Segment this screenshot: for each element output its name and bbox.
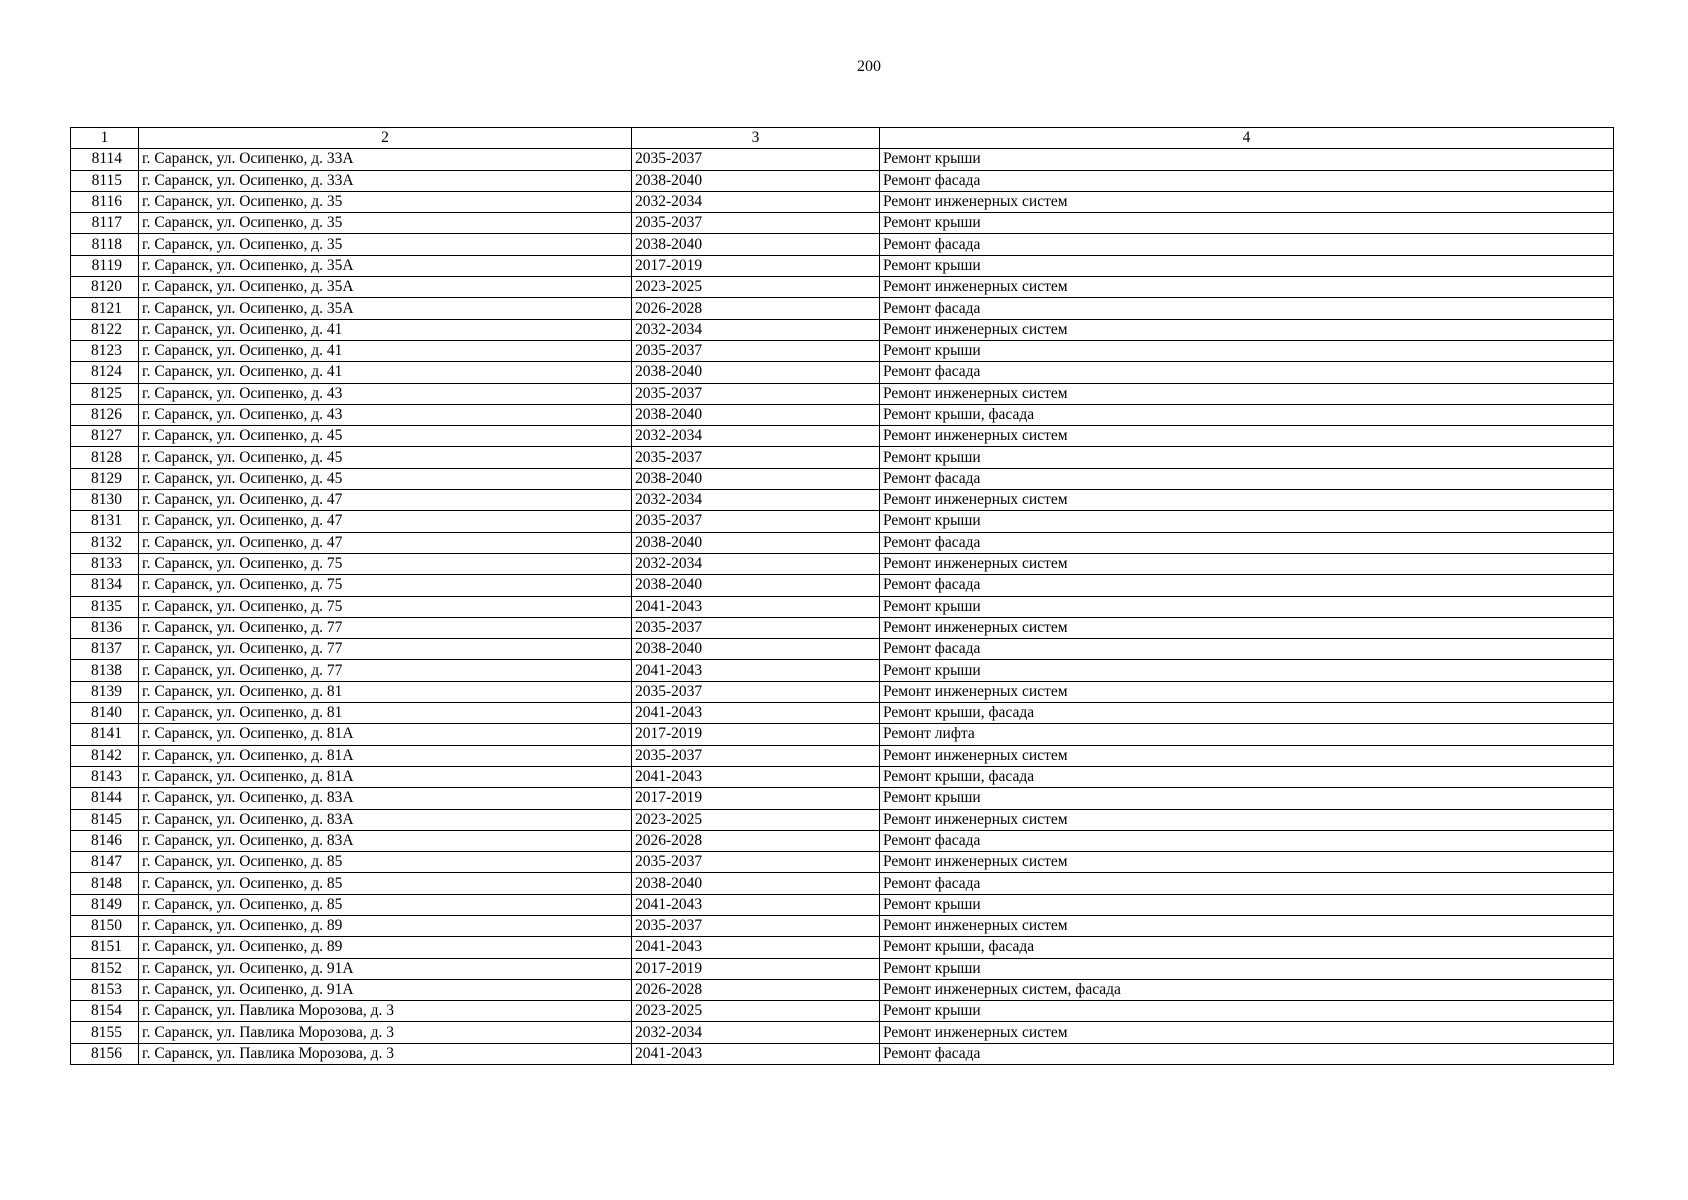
table-row: [71, 958, 1614, 979]
work-type-cell: Ремонт крыши: [880, 894, 1614, 915]
table-row: [71, 596, 1614, 617]
work-type-cell: Ремонт инженерных систем: [880, 277, 1614, 298]
work-type-cell: Ремонт крыши: [880, 958, 1614, 979]
period-cell: 2032-2034: [632, 426, 880, 447]
row-number: 8138: [71, 660, 139, 681]
address-cell: г. Саранск, ул. Осипенко, д. 41: [139, 319, 632, 340]
work-type-cell: Ремонт лифта: [880, 724, 1614, 745]
work-type-cell: Ремонт инженерных систем: [880, 1022, 1614, 1043]
address-cell: г. Саранск, ул. Осипенко, д. 89: [139, 915, 632, 936]
address-cell: г. Саранск, ул. Осипенко, д. 85: [139, 894, 632, 915]
table-row: [71, 639, 1614, 660]
table-row: [71, 937, 1614, 958]
row-number: 8143: [71, 766, 139, 787]
work-type-cell: Ремонт крыши: [880, 511, 1614, 532]
row-number: 8153: [71, 979, 139, 1000]
row-number: 8123: [71, 340, 139, 361]
row-number: 8151: [71, 937, 139, 958]
table-row: [71, 703, 1614, 724]
table-row: [71, 788, 1614, 809]
period-cell: 2035-2037: [632, 383, 880, 404]
address-cell: г. Саранск, ул. Осипенко, д. 77: [139, 639, 632, 660]
work-type-cell: Ремонт инженерных систем: [880, 383, 1614, 404]
row-number: 8122: [71, 319, 139, 340]
row-number: 8148: [71, 873, 139, 894]
table-row: [71, 340, 1614, 361]
period-cell: 2026-2028: [632, 830, 880, 851]
row-number: 8155: [71, 1022, 139, 1043]
row-number: 8129: [71, 468, 139, 489]
work-type-cell: Ремонт фасада: [880, 468, 1614, 489]
table-row: [71, 745, 1614, 766]
row-number: 8154: [71, 1001, 139, 1022]
row-number: 8146: [71, 830, 139, 851]
header-row: [71, 128, 1614, 149]
address-cell: г. Саранск, ул. Осипенко, д. 85: [139, 873, 632, 894]
period-cell: 2017-2019: [632, 788, 880, 809]
column-header-1: 1: [71, 128, 139, 149]
address-cell: г. Саранск, ул. Осипенко, д. 81А: [139, 724, 632, 745]
table-row: [71, 383, 1614, 404]
work-type-cell: Ремонт фасада: [880, 873, 1614, 894]
period-cell: 2032-2034: [632, 553, 880, 574]
row-number: 8130: [71, 490, 139, 511]
table-body: [71, 149, 1614, 1065]
work-type-cell: Ремонт фасада: [880, 830, 1614, 851]
period-cell: 2041-2043: [632, 660, 880, 681]
period-cell: 2035-2037: [632, 915, 880, 936]
work-type-cell: Ремонт инженерных систем: [880, 681, 1614, 702]
work-type-cell: Ремонт крыши: [880, 255, 1614, 276]
work-type-cell: Ремонт фасада: [880, 298, 1614, 319]
work-type-cell: Ремонт инженерных систем: [880, 617, 1614, 638]
row-number: 8126: [71, 404, 139, 425]
row-number: 8147: [71, 852, 139, 873]
table-row: [71, 511, 1614, 532]
row-number: 8140: [71, 703, 139, 724]
work-type-cell: Ремонт фасада: [880, 362, 1614, 383]
table-row: [71, 1022, 1614, 1043]
table-row: [71, 490, 1614, 511]
work-type-cell: Ремонт крыши: [880, 149, 1614, 170]
address-cell: г. Саранск, ул. Павлика Морозова, д. 3: [139, 1001, 632, 1022]
column-header-4: 4: [880, 128, 1614, 149]
row-number: 8127: [71, 426, 139, 447]
row-number: 8116: [71, 191, 139, 212]
work-type-cell: Ремонт крыши: [880, 340, 1614, 361]
period-cell: 2038-2040: [632, 234, 880, 255]
table-row: [71, 894, 1614, 915]
table-row: [71, 191, 1614, 212]
address-cell: г. Саранск, ул. Осипенко, д. 75: [139, 596, 632, 617]
period-cell: 2041-2043: [632, 1043, 880, 1064]
table-header: [71, 128, 1614, 149]
table-row: [71, 1043, 1614, 1064]
period-cell: 2035-2037: [632, 745, 880, 766]
address-cell: г. Саранск, ул. Осипенко, д. 35А: [139, 255, 632, 276]
period-cell: 2041-2043: [632, 937, 880, 958]
table-row: [71, 724, 1614, 745]
table-row: [71, 852, 1614, 873]
address-cell: г. Саранск, ул. Осипенко, д. 35А: [139, 277, 632, 298]
table-row: [71, 1001, 1614, 1022]
row-number: 8145: [71, 809, 139, 830]
address-cell: г. Саранск, ул. Осипенко, д. 35А: [139, 298, 632, 319]
row-number: 8156: [71, 1043, 139, 1064]
address-cell: г. Саранск, ул. Осипенко, д. 75: [139, 575, 632, 596]
table-row: [71, 660, 1614, 681]
row-number: 8152: [71, 958, 139, 979]
period-cell: 2023-2025: [632, 809, 880, 830]
address-cell: г. Саранск, ул. Осипенко, д. 91А: [139, 958, 632, 979]
register-table: [70, 127, 1614, 1065]
table-row: [71, 362, 1614, 383]
work-type-cell: Ремонт инженерных систем: [880, 553, 1614, 574]
period-cell: 2038-2040: [632, 873, 880, 894]
work-type-cell: Ремонт фасада: [880, 639, 1614, 660]
period-cell: 2035-2037: [632, 681, 880, 702]
period-cell: 2032-2034: [632, 1022, 880, 1043]
address-cell: г. Саранск, ул. Осипенко, д. 89: [139, 937, 632, 958]
address-cell: г. Саранск, ул. Павлика Морозова, д. 3: [139, 1022, 632, 1043]
table-row: [71, 468, 1614, 489]
work-type-cell: Ремонт крыши, фасада: [880, 937, 1614, 958]
table-row: [71, 170, 1614, 191]
period-cell: 2032-2034: [632, 319, 880, 340]
address-cell: г. Саранск, ул. Осипенко, д. 91А: [139, 979, 632, 1000]
period-cell: 2023-2025: [632, 1001, 880, 1022]
address-cell: г. Саранск, ул. Осипенко, д. 35: [139, 191, 632, 212]
address-cell: г. Саранск, ул. Павлика Морозова, д. 3: [139, 1043, 632, 1064]
period-cell: 2038-2040: [632, 362, 880, 383]
work-type-cell: Ремонт инженерных систем: [880, 191, 1614, 212]
address-cell: г. Саранск, ул. Осипенко, д. 81: [139, 681, 632, 702]
work-type-cell: Ремонт инженерных систем: [880, 426, 1614, 447]
row-number: 8135: [71, 596, 139, 617]
period-cell: 2038-2040: [632, 404, 880, 425]
period-cell: 2017-2019: [632, 255, 880, 276]
period-cell: 2035-2037: [632, 213, 880, 234]
row-number: 8136: [71, 617, 139, 638]
row-number: 8115: [71, 170, 139, 191]
address-cell: г. Саранск, ул. Осипенко, д. 81: [139, 703, 632, 724]
address-cell: г. Саранск, ул. Осипенко, д. 83А: [139, 788, 632, 809]
period-cell: 2026-2028: [632, 298, 880, 319]
period-cell: 2041-2043: [632, 894, 880, 915]
period-cell: 2035-2037: [632, 340, 880, 361]
table-row: [71, 234, 1614, 255]
row-number: 8128: [71, 447, 139, 468]
work-type-cell: Ремонт фасада: [880, 234, 1614, 255]
period-cell: 2023-2025: [632, 277, 880, 298]
period-cell: 2032-2034: [632, 191, 880, 212]
table-row: [71, 575, 1614, 596]
row-number: 8142: [71, 745, 139, 766]
address-cell: г. Саранск, ул. Осипенко, д. 33А: [139, 149, 632, 170]
address-cell: г. Саранск, ул. Осипенко, д. 41: [139, 340, 632, 361]
address-cell: г. Саранск, ул. Осипенко, д. 45: [139, 468, 632, 489]
work-type-cell: Ремонт фасада: [880, 1043, 1614, 1064]
table-row: [71, 617, 1614, 638]
address-cell: г. Саранск, ул. Осипенко, д. 45: [139, 426, 632, 447]
column-header-3: 3: [632, 128, 880, 149]
row-number: 8125: [71, 383, 139, 404]
table-row: [71, 149, 1614, 170]
work-type-cell: Ремонт фасада: [880, 575, 1614, 596]
address-cell: г. Саранск, ул. Осипенко, д. 43: [139, 404, 632, 425]
work-type-cell: Ремонт инженерных систем: [880, 809, 1614, 830]
row-number: 8114: [71, 149, 139, 170]
work-type-cell: Ремонт крыши: [880, 788, 1614, 809]
address-cell: г. Саранск, ул. Осипенко, д. 35: [139, 234, 632, 255]
row-number: 8120: [71, 277, 139, 298]
row-number: 8149: [71, 894, 139, 915]
work-type-cell: Ремонт крыши, фасада: [880, 703, 1614, 724]
period-cell: 2032-2034: [632, 490, 880, 511]
work-type-cell: Ремонт крыши, фасада: [880, 404, 1614, 425]
column-header-2: 2: [139, 128, 632, 149]
table-row: [71, 447, 1614, 468]
row-number: 8150: [71, 915, 139, 936]
work-type-cell: Ремонт инженерных систем: [880, 319, 1614, 340]
work-type-cell: Ремонт инженерных систем, фасада: [880, 979, 1614, 1000]
row-number: 8117: [71, 213, 139, 234]
table-row: [71, 426, 1614, 447]
table-row: [71, 766, 1614, 787]
row-number: 8119: [71, 255, 139, 276]
address-cell: г. Саранск, ул. Осипенко, д. 43: [139, 383, 632, 404]
row-number: 8124: [71, 362, 139, 383]
row-number: 8121: [71, 298, 139, 319]
work-type-cell: Ремонт инженерных систем: [880, 915, 1614, 936]
row-number: 8118: [71, 234, 139, 255]
work-type-cell: Ремонт крыши: [880, 596, 1614, 617]
period-cell: 2035-2037: [632, 617, 880, 638]
table-row: [71, 915, 1614, 936]
work-type-cell: Ремонт крыши: [880, 447, 1614, 468]
table-row: [71, 319, 1614, 340]
work-type-cell: Ремонт крыши: [880, 213, 1614, 234]
address-cell: г. Саранск, ул. Осипенко, д. 35: [139, 213, 632, 234]
table-row: [71, 553, 1614, 574]
work-type-cell: Ремонт крыши, фасада: [880, 766, 1614, 787]
period-cell: 2038-2040: [632, 532, 880, 553]
table-row: [71, 298, 1614, 319]
work-type-cell: Ремонт крыши: [880, 660, 1614, 681]
row-number: 8134: [71, 575, 139, 596]
address-cell: г. Саранск, ул. Осипенко, д. 81А: [139, 745, 632, 766]
row-number: 8131: [71, 511, 139, 532]
row-number: 8137: [71, 639, 139, 660]
address-cell: г. Саранск, ул. Осипенко, д. 45: [139, 447, 632, 468]
period-cell: 2035-2037: [632, 149, 880, 170]
period-cell: 2035-2037: [632, 447, 880, 468]
period-cell: 2035-2037: [632, 511, 880, 532]
page-number: 200: [857, 58, 881, 75]
address-cell: г. Саранск, ул. Осипенко, д. 77: [139, 660, 632, 681]
period-cell: 2026-2028: [632, 979, 880, 1000]
period-cell: 2041-2043: [632, 596, 880, 617]
address-cell: г. Саранск, ул. Осипенко, д. 75: [139, 553, 632, 574]
period-cell: 2038-2040: [632, 468, 880, 489]
row-number: 8132: [71, 532, 139, 553]
row-number: 8133: [71, 553, 139, 574]
table-row: [71, 830, 1614, 851]
period-cell: 2041-2043: [632, 766, 880, 787]
address-cell: г. Саранск, ул. Осипенко, д. 33А: [139, 170, 632, 191]
table-row: [71, 255, 1614, 276]
period-cell: 2038-2040: [632, 575, 880, 596]
work-type-cell: Ремонт инженерных систем: [880, 490, 1614, 511]
row-number: 8139: [71, 681, 139, 702]
period-cell: 2041-2043: [632, 703, 880, 724]
table-row: [71, 277, 1614, 298]
address-cell: г. Саранск, ул. Осипенко, д. 85: [139, 852, 632, 873]
table-row: [71, 979, 1614, 1000]
table-row: [71, 809, 1614, 830]
address-cell: г. Саранск, ул. Осипенко, д. 81А: [139, 766, 632, 787]
address-cell: г. Саранск, ул. Осипенко, д. 83А: [139, 830, 632, 851]
period-cell: 2035-2037: [632, 852, 880, 873]
work-type-cell: Ремонт фасада: [880, 532, 1614, 553]
row-number: 8141: [71, 724, 139, 745]
table-row: [71, 532, 1614, 553]
work-type-cell: Ремонт крыши: [880, 1001, 1614, 1022]
row-number: 8144: [71, 788, 139, 809]
period-cell: 2038-2040: [632, 170, 880, 191]
work-type-cell: Ремонт инженерных систем: [880, 745, 1614, 766]
address-cell: г. Саранск, ул. Осипенко, д. 47: [139, 490, 632, 511]
address-cell: г. Саранск, ул. Осипенко, д. 41: [139, 362, 632, 383]
address-cell: г. Саранск, ул. Осипенко, д. 83А: [139, 809, 632, 830]
period-cell: 2017-2019: [632, 724, 880, 745]
address-cell: г. Саранск, ул. Осипенко, д. 77: [139, 617, 632, 638]
work-type-cell: Ремонт фасада: [880, 170, 1614, 191]
period-cell: 2038-2040: [632, 639, 880, 660]
work-type-cell: Ремонт инженерных систем: [880, 852, 1614, 873]
address-cell: г. Саранск, ул. Осипенко, д. 47: [139, 511, 632, 532]
address-cell: г. Саранск, ул. Осипенко, д. 47: [139, 532, 632, 553]
period-cell: 2017-2019: [632, 958, 880, 979]
table-row: [71, 404, 1614, 425]
table-row: [71, 213, 1614, 234]
table-row: [71, 681, 1614, 702]
table-row: [71, 873, 1614, 894]
